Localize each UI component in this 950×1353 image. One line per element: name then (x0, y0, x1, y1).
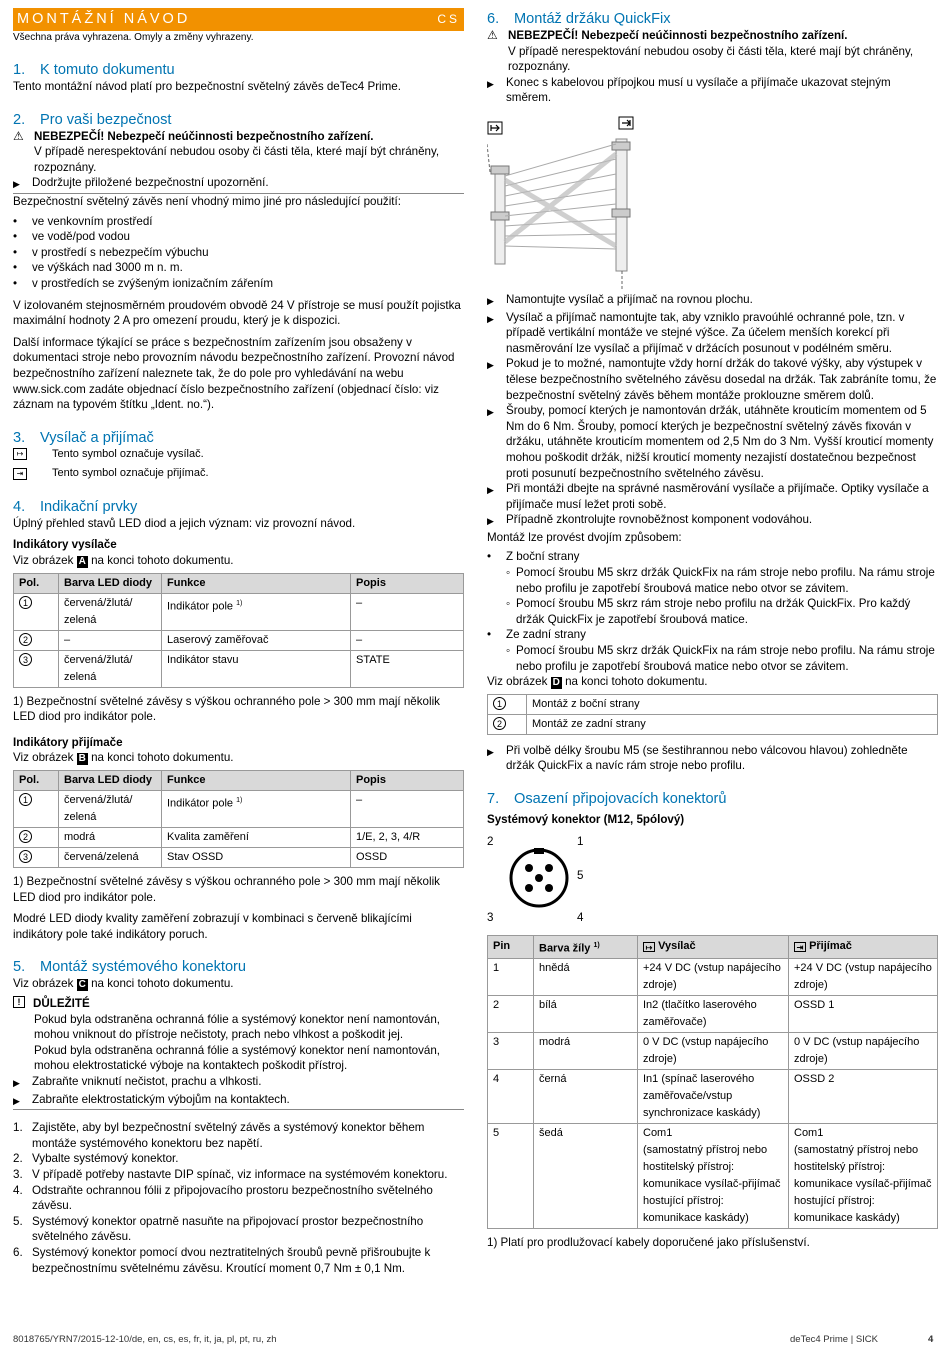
page-number: 4 (928, 1334, 934, 1345)
table-row: 4 černá In1 (spínač laserového zaměřovače/vstup synchronizace kaskády) OSSD 2 (488, 1070, 938, 1124)
mounting-type-table (487, 694, 938, 735)
see-figure-b: Viz obrázek B na konci tohoto dokumentu. (13, 751, 234, 765)
sender-indicators-heading: Indikátory vysílače (13, 538, 117, 552)
danger-text: V případě nerespektování nebudou osoby či části těla, které mají být chráněny, rozpoznány. (34, 145, 440, 174)
table-row: 1 červená/žlutá/ zelená Indikátor pole $^{1)}$ – (14, 791, 464, 828)
warning-triangle-icon: ⚠ (487, 28, 498, 42)
action-item: ▶ Vysílač a přijímač namontujte tak, aby vzniklo pravoúhlé ochranné pole, tzn. v případě vertikální montáže ve stejné výšce. Za účelem menších korekcí při nasměrování lze vysílač a přijímač v držácích posunout v podélném směru. (487, 310, 905, 355)
receiver-icon: ⇥ (794, 942, 806, 952)
see-figure-c: Viz obrázek C na konci tohoto dokumentu. (13, 977, 234, 991)
section-7-heading: 7. Osazení připojovacích konektorů (487, 791, 727, 807)
rights-note: Všechna práva vyhrazena. Omyly a změny vyhrazeny. (13, 32, 254, 43)
table-row: 1 hnědá +24 V DC (vstup napájecího zdroje) +24 V DC (vstup napájecího zdroje) (488, 959, 938, 996)
see-figure-d: Viz obrázek D na konci tohoto dokumentu. (487, 675, 708, 689)
table-row: 5 šedá Com1 (samostatný přístroj nebo hostitelský přístroj: komunikace vysílač-přijímač hostující přístroj: komunikace kaskády) Com1 (samostatný přístroj nebo hostitelský přístroj: komunikace vysílač-přijímač hostující přístroj: komunikace kaskády) (488, 1124, 938, 1229)
list-item: ◦ Pomocí šroubu M5 skrz držák QuickFix na rám stroje nebo profilu. Na rámu stroje nebo profilu je zapotřebí šroubová matice nebo otvor se závitem. (506, 644, 935, 673)
mounting-steps (13, 1120, 464, 1276)
section-3-heading: 3. Vysílač a přijímač (13, 429, 154, 446)
sender-icon: ↦ (13, 448, 27, 460)
receiver-indicator-table: Pol. Barva LED diody Funkce Popis 1 červená/žlutá/ zelená Indikátor pole $^{1)}$ – 2 modrá Kvalita zaměření 1/E, 2, 3, 4/R 3 červená/zelená Stav OSSD OSSD (13, 770, 464, 868)
list-item: 6. Systémový konektor pomocí dvou neztratitelných šroubů pevně přišroubujte k bezpečnostnímu světelnému závěsu. Kroutící moment 0,7 Nm ± 0,1 Nm. (13, 1245, 431, 1275)
blue-led-paragraph: Modré LED diody kvality zaměření zobrazují v kombinaci s červeně blikajícími indikátory pole také indikátory poruch. (13, 912, 412, 941)
receiver-table-note: 1) Bezpečnostní světelné závěsy s výškou ochranného pole > 300 mm mají několik LED diod pro indikátor pole. (13, 875, 440, 904)
list-item: 2. Vybalte systémový konektor. (13, 1152, 179, 1166)
receiver-icon: ⇥ (13, 468, 27, 480)
table-row: 1 červená/žlutá/ zelená Indikátor pole $^{1)}$ – (14, 593, 464, 630)
table-row: 1 Montáž z boční strany (488, 694, 938, 714)
mounting-ways-list (487, 549, 938, 674)
pin-label: 3 (487, 910, 494, 924)
pin-table-note: 1) Platí pro prodlužovací kabely doporučené jako příslušenství. (487, 1236, 810, 1250)
list-item: • ve venkovním prostředí (13, 214, 153, 228)
receiver-indicators-heading: Indikátory přijímače (13, 735, 123, 749)
sender-symbol-row: ↦ Tento symbol označuje vysílač. (13, 447, 464, 463)
list-item: • ve výškách nad 3000 m n. m. (13, 261, 183, 275)
table-row: 2 bílá In2 (tlačítko laserového zaměřovače) OSSD 1 (488, 996, 938, 1033)
title-banner (13, 8, 464, 31)
action-item: ▶ Pokud je to možné, namontujte vždy horní držák do takové výšky, aby výstupek v tělese bezpečnostního světelného závěsu dosedal na držák. Tak zabráníte tomu, že bezpečnostní světelný závěs během montáže proklouzne směrem dolů. (487, 357, 937, 402)
section-2-heading: 2. Pro vaši bezpečnost (13, 111, 172, 128)
danger-action: ▶ Dodržujte přiložené bezpečnostní upozornění. (13, 175, 464, 194)
list-item: ◦ Pomocí šroubu M5 skrz držák QuickFix na rám stroje nebo profilu. Na rámu stroje nebo profilu je zapotřebí šroubová matice nebo otvor se závitem. (506, 566, 935, 595)
light-curtain-illustration (487, 114, 938, 292)
screw-length-action: ▶ Při volbě délky šroubu M5 (se šestihrannou nebo válcovou hlavou) zohledněte držák QuickFix a navíc rám stroje nebo profilu. (487, 743, 908, 773)
m12-connector-diagram (487, 834, 607, 929)
fuse-paragraph: V izolovaném stejnosměrném proudovém obvodě 24 V přístroje se musí použít pojistka maximální hodnoty 2 A pro omezení proudu, který je k dispozici. (13, 298, 461, 328)
footer-product: deTec4 Prime | SICK (790, 1334, 879, 1345)
list-item: • v prostředích se zvýšeným ionizačním zářením (13, 276, 273, 290)
pin-label: 1 (577, 834, 584, 848)
table-row: 2 – Laserový zaměřovač – (14, 630, 464, 650)
usage-list (13, 214, 464, 292)
language-code: CS (437, 11, 460, 26)
important-icon: ! (13, 996, 25, 1008)
action-item: ▶ Případně zkontrolujte rovnoběžnost komponent vodováhou. (487, 513, 813, 527)
important-notice: ! DŮLEŽITÉ (13, 996, 464, 1012)
action-item: ▶ Namontujte vysílač a přijímač na rovnou plochu. (487, 292, 753, 306)
left-column (13, 8, 464, 1276)
table-row: 3 modrá 0 V DC (vstup napájecího zdroje) 0 V DC (vstup napájecího zdroje) (488, 1033, 938, 1070)
list-item: 1. Zajistěte, aby byl bezpečnostní světelný závěs a systémový konektor během montáže systémového konektoru bez napětí. (13, 1121, 425, 1150)
important-text-1: Pokud byla odstraněna ochranná fólie a systémový konektor není namontován, mohou vniknout do přístroje nečistoty, prach nebo vlhkost a poškodit jej. (34, 1012, 441, 1042)
action-item: ▶ Při montáži dbejte na správné nasměrování vysílače a přijímače. Optiky vysílače a přijímače musí ležet proti sobě. (487, 482, 929, 511)
list-item: 5. Systémový konektor opatrně nasuňte na připojovací prostor bezpečnostního světelného závěsu. (13, 1214, 424, 1244)
section-1-text: Tento montážní návod platí pro bezpečnostní světelný závěs deTec4 Prime. (13, 80, 401, 93)
section-6-heading: 6. Montáž držáku QuickFix (487, 11, 671, 27)
footer-docinfo: 8018765/YRN7/2015-12-10/de, en, cs, es, fr, it, ja, pl, pt, ru, zh (13, 1334, 277, 1345)
section-4-heading: 4. Indikační prvky (13, 498, 138, 515)
receiver-symbol-row: ⇥ Tento symbol označuje přijímač. (13, 466, 464, 482)
mounting-ways-intro: Montáž lze provést dvojím způsobem: (487, 530, 682, 544)
table-row: 2 Montáž ze zadní strany (488, 714, 938, 734)
sender-indicator-table: Pol. Barva LED diody Funkce Popis 1 červená/žlutá/ zelená Indikátor pole $^{1)}$ – 2 – Laserový zaměřovač – 3 červená/žlutá/ zelená Indikátor stavu STATE (13, 573, 464, 688)
pin-label: 5 (577, 868, 584, 882)
usage-intro: Bezpečnostní světelný závěs není vhodný mimo jiné pro následující použití: (13, 194, 401, 208)
list-item: ◦ Pomocí šroubu M5 skrz rám stroje nebo profilu na držák QuickFix. Pro každý držák QuickFix je zapotřebí šroubová matice. (506, 597, 911, 626)
danger-warning: ⚠ NEBEZPEČÍ! Nebezpečí neúčinnosti bezpečnostního zařízení. (13, 128, 374, 143)
arrow-right-icon: ▶ (13, 1077, 20, 1088)
table-row: 2 modrá Kvalita zaměření 1/E, 2, 3, 4/R (14, 828, 464, 848)
list-item: • ve vodě/pod vodou (13, 230, 130, 244)
pin-label: 2 (487, 834, 494, 848)
action-item: ▶ Šrouby, pomocí kterých je namontován držák, utáhněte krouticím momentem od 5 Nm do 6 Nm. Šrouby, pomocí kterých je bezpečnostní světelný závěs fixován v držáku, utáhněte krouticím momentem od 2,5 Nm do 3 Nm. Vyšší krouticí momenty mohou poškodit držák, nižší krouticí momenty nezajistí dostatečnou bezpečnost proti posunutí bezpečnostního světelného závěsu. (487, 404, 934, 480)
danger-text-2: V případě nerespektování nebudou osoby či části těla, které mají být chráněny, rozpoznány. (508, 44, 914, 74)
doc-title: MONTÁŽNÍ NÁVOD (17, 10, 191, 27)
table-row: 3 červená/zelená Stav OSSD OSSD (14, 848, 464, 868)
list-item: • v prostředí s nebezpečím výbuchu (13, 245, 209, 259)
important-text-2: Pokud byla odstraněna ochranná fólie a systémový konektor není namontován, mohou elektrostatické výboje na kontaktech poškodit přístroj. (34, 1043, 441, 1073)
connector-subheading: Systémový konektor (M12, 5pólový) (487, 813, 685, 826)
info-paragraph: Další informace týkající se práce s bezpečnostním zařízením jsou obsaženy v dokumentaci stroje nebo provozním návodu bezpečnostního zařízení. Provozní návod bezpečnostního zařízení naleznete tak, že do pole pro vyhledávání na webu www.sick.com zadáte objednací číslo bezpečnostního zařízení (objednací číslo: viz záznam na typovém štítku „Ident. no.“). (13, 335, 455, 412)
table-row: 3 červená/žlutá/ zelená Indikátor stavu STATE (14, 650, 464, 687)
section-5-heading: 5. Montáž systémového konektoru (13, 959, 247, 976)
danger-action-2: ▶ Konec s kabelovou přípojkou musí u vysílače a přijímače ukazovat stejným směrem. (487, 75, 891, 105)
pin-assignment-table: Pin Barva žíly $^{1)}$ ↦ Vysílač ⇥ Přijímač 1 hnědá +24 V DC (vstup napájecího zdroje) +24 V DC (vstup napájecího zdroje) 2 bílá In2 (tlačítko laserového zaměřovače) OSSD 1 3 modrá 0 V DC (vstup napájecího zdroje) 0 V DC (vstup napájecího zdroje) 4 černá In1 (spínač laserového zaměřovače/vstup synchronizace kaskády) OSSD 2 5 šedá Com1 (samostatný přístroj nebo hostitelský přístroj: komunikace vysílač-přijímač hostující přístroj: komunikace kaskády) Com1 (samostatný přístroj nebo hostitelský přístroj: komunikace vysílač-přijímač hostující přístroj: komunikace kaskády) (487, 935, 938, 1230)
arrow-right-icon: ▶ (13, 179, 20, 190)
pin-label: 4 (577, 910, 584, 924)
indicator-intro: Úplný přehled stavů LED diod a jejich význam: viz provozní návod. (13, 516, 356, 530)
list-item: • Ze zadní strany (487, 628, 586, 642)
sender-table-note: 1) Bezpečnostní světelné závěsy s výškou ochranného pole > 300 mm mají několik LED diod pro indikátor pole. (13, 694, 440, 724)
important-action-2: ▶ Zabraňte elektrostatickým výbojům na kontaktech. (13, 1092, 464, 1111)
section-1-heading: 1. K tomuto dokumentu (13, 62, 175, 78)
see-figure-a: Viz obrázek A na konci tohoto dokumentu. (13, 554, 234, 568)
danger-warning-2: ⚠ NEBEZPEČÍ! Nebezpečí neúčinnosti bezpečnostního zařízení. (487, 28, 848, 42)
list-item: 3. V případě potřeby nastavte DIP spínač, viz informace na systémovém konektoru. (13, 1167, 448, 1181)
arrow-right-icon: ▶ (487, 78, 494, 89)
list-item: • Z boční strany (487, 550, 580, 564)
sender-icon: ↦ (643, 942, 655, 952)
warning-triangle-icon: ⚠ (13, 128, 24, 143)
list-item: 4. Odstraňte ochrannou fólii z připojovacího prostoru bezpečnostního světelného závěsu. (13, 1183, 433, 1213)
right-column (487, 8, 938, 1251)
important-action-1: ▶ Zabraňte vniknutí nečistot, prachu a vlhkosti. (13, 1074, 464, 1092)
arrow-right-icon: ▶ (13, 1095, 20, 1106)
